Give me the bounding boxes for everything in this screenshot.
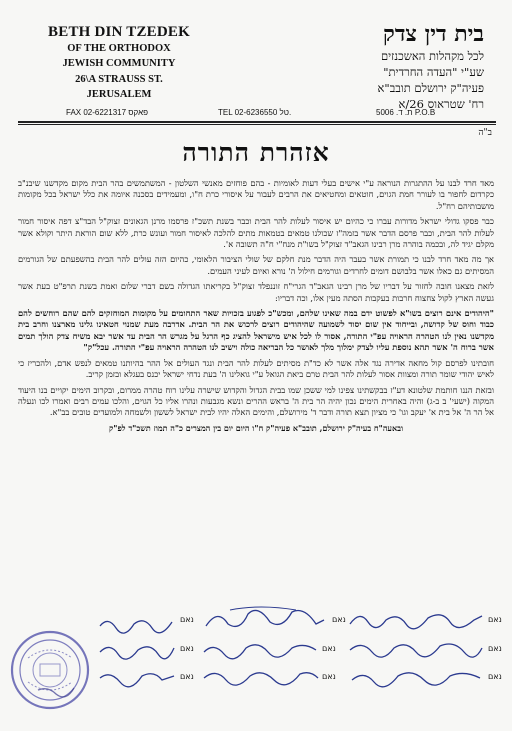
paragraph: לזאת מצאנו חובה לחזור על דבריו של מרן רבינו הגאב"ד הגרי"ח זוננפלד זצוק"ל בקריאתו הגדולה בשם דברי שלום ואמת בשנת תרפ"ט בעת אשר געשה הארץ לקול צחצוח חרבות בעקבות הסתה מעין אלו, וכה דבריו: <box>18 281 494 303</box>
document-body <box>18 178 494 434</box>
sig-label: נאם <box>332 615 346 624</box>
signature-8 <box>200 664 320 688</box>
header-rule-thick <box>18 121 496 123</box>
header-rule-thin <box>18 124 496 125</box>
paragraph: חובתינו לפרסם קול מחאה אדירה נגד אלה אשר לא כד"ת מסיתים לעלות להר הבית ונגד העולים אל ההר בהיותנו טמאים לנפש אדם, ולהכריז כי לאיש יהודי שומר תורה ומצוות אסור לעלות להר הבית טרם ביאת הגואל ע"י גואלינו ה' בעת נדחי ישראל יכנס בעגלא ובזמן קריב. <box>18 357 494 380</box>
signature-6 <box>96 638 176 660</box>
signature-2 <box>200 602 330 634</box>
paragraph: מאד חרד לבנו על ההתגרות הנוראה ע"י אישים בעלי דעות לאומיות - בהם פוחזים מאנשי השלטון - המשתמשים בהר הבית מקום מקדשנו שיבנ"ב כקרדום לחפור בו לעורר חמת הגוים, חוטאים ומחטיאים את הרבים לעבור על איסורי כרת ח"ו, ומעמידים בסכנה איומה את כלל ישראל בכל מקומות מושבותיהם רח"ל. <box>18 178 494 211</box>
bsd-mark: ב"ה <box>478 128 492 138</box>
org-line-2: JEWISH COMMUNITY <box>62 58 176 69</box>
fax-number: FAX 02-6221317 פאקס <box>66 108 148 117</box>
po-box: ת. ד. 5006 P.O.B <box>376 108 436 117</box>
signatures-area <box>0 600 512 731</box>
he-line-1: לכל מקהלות האשכנזים <box>380 49 484 63</box>
signature-4 <box>346 636 486 660</box>
signature-3 <box>96 610 176 636</box>
letterhead-hebrew <box>264 20 484 112</box>
paragraph: אך מה מאד חרד לבנו כי תמורת אשר בעבר היה הדבר מנת חלקם של שולי הציבור הלאומי, כהיום הזה עולים להר הבית בהשפעתם של הגורמים המסיתים גם כאלו אשר בלבושם דומים לחרדים וגורמים חילול ה' נורא ואיום לעיני העמים. <box>18 254 494 276</box>
org-name-hebrew: בית דין צדק <box>383 21 484 47</box>
quoted-paragraph: "היהודים אינם רוצים בשו"א לפשוט ידם במה שאינו שלהם, ומכש"כ לפגוע בזכויות שאר התחומים על מקומות המוחזקים להם שהם רוחשים להם כבוד וחוס של קדושה, ובייחוד אין שום יסוד לשמועה שהיהודים רוצים לרכוש את הר הבית. אדרבה מעת שמנוי חטאינו גלינו מארצנו וחרב בית מקדשנו נאין לנו הטהרה הראויה עפ"י התורה, אסור לו לכל איש מישראל להציג כף הרגל על מגרש הר הבית עד אשר יבא משיח צדק הולך תמים אשר ברוח ה' אשר תהא נוספת עליו לצדק ימלוך מלך לאושר כל הבריאה כולה וישיב לנו הטהרה הראויה עפ"י התורה. עכל"ק" <box>18 308 494 353</box>
org-name-english: BETH DIN TZEDEK <box>48 24 190 40</box>
sig-label: נאם <box>180 615 194 624</box>
sig-label: נאם <box>488 615 502 624</box>
paragraph: ובזאת הננו חותמת שלטונא דע"ז בבקשתינו צפינו למי ששכן שמו בבית הגדול והקדוש שישרה עלינו רוח טהרה ממרום, ובקרוב הימים יקויים בנו היעוד המקוה (ישעי' ב ב-ג) והיה באחרית הימים נכון יהיה הר בית ה' בראש ההרים ונשא מגבעות ונהרו אליו כל הגוים, והלכו עמים רבים ואמרו לכו ונעלה אל הר ה' אל בית א' יעקב וגו' כי מציון תצא תורה ודבר ד' מירושלם, והימים האלה יהיו לבית ישראל לששון ולשמחה ולמועדים טובים בב"א. <box>18 384 494 418</box>
sig-label: נאם <box>322 672 336 681</box>
sig-label: נאם <box>488 672 502 681</box>
org-line-1: OF THE ORTHODOX <box>67 42 171 54</box>
contact-line <box>0 108 512 120</box>
letterhead <box>0 0 512 118</box>
phone-number: TEL 02-6236550 טל. <box>218 108 292 117</box>
sig-label: נאם <box>180 672 194 681</box>
he-address: רח' שטראוס 26/א <box>398 97 484 111</box>
signature-9 <box>96 666 176 688</box>
org-address: 26\A STRAUSS ST. <box>75 73 163 85</box>
signature-5 <box>200 636 320 660</box>
sig-label: נאם <box>488 644 502 653</box>
paragraph: כבר פסקו גדולי ישראל מדורות עברו כי כהיום יש איסור לעלות להר הבית וכבר בשנת תשכ"ז פרסמו מרנן הגאונים זצוק"ל הבד"צ דפה איסור חמור לעלות להר הבית, וכבר פרסם הדבר אשר בזמה"ז שכולנו טמאים בטמאות מתים להלכה לאיסור חמור ועונש כרת, ללא שום הוראת היתר וקולא אשר מקלם יגיד לה, ובכמה בוהרה מרן רבינו הגאב"ד זצוק"ל בשו"ת מנח"י ח"ה תשובה א'. <box>18 216 494 250</box>
he-line-2: שע"י "העדה החרדית" <box>383 65 484 79</box>
sig-label: נאם <box>322 644 336 653</box>
sig-label: נאם <box>180 644 194 653</box>
date-line: ובאעה"ח בעיה"ק ירושלם, תובב"א פעיה"ק ח"ו היום יום בין המצרים כ"ה תמוז תשכ"ד לפ"ק <box>109 422 403 433</box>
he-line-3: פעיה"ק ירושלם תובב"א <box>377 81 484 95</box>
letterhead-english <box>34 25 204 103</box>
document-title: אזהרת התורה <box>182 138 330 167</box>
signature-1 <box>346 606 486 632</box>
org-city: JERUSALEM <box>86 89 152 100</box>
signature-7 <box>346 664 486 688</box>
